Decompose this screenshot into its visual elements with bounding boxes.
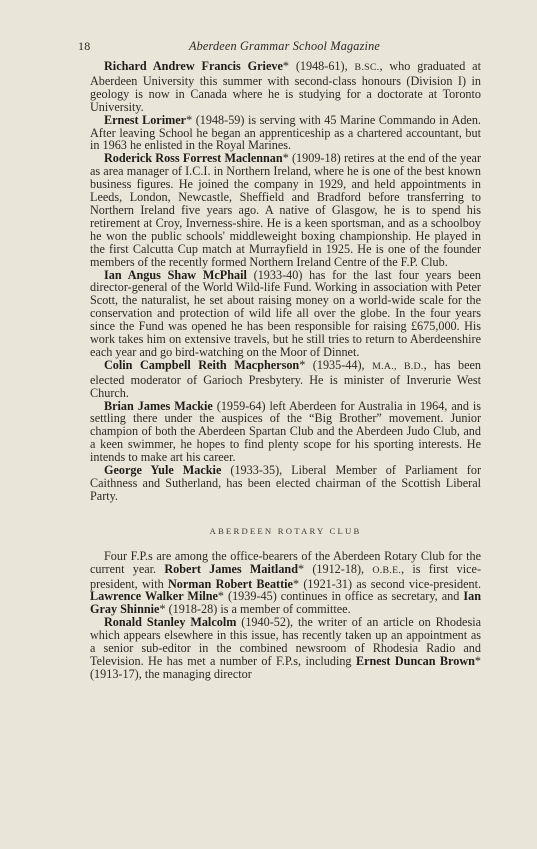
entry-lorimer <box>90 114 481 153</box>
person-name: George Yule Mackie <box>104 463 222 478</box>
entry-brian-mackie <box>90 400 481 465</box>
entry-text: , is first vice-president, with <box>90 561 482 591</box>
degree: M.A., B.D. <box>372 360 424 372</box>
degree: O.B.E. <box>372 564 402 576</box>
person-name: Brian James Mackie <box>104 398 213 413</box>
running-head: Aberdeen Grammar School Magazine <box>188 39 381 53</box>
entry-mcphail <box>90 269 481 359</box>
person-name: Ernest Lorimer <box>104 112 187 127</box>
page-number: 18 <box>78 39 91 53</box>
entry-text: * (1913-17), the managing director <box>90 653 481 681</box>
entry-grieve <box>90 60 481 114</box>
entry-text: * (1948-61), <box>282 59 355 73</box>
entry-text: (1959-64) left Aberdeen for Australia in 1964, and is settling there under the auspices of the “Big Brother” movement. Junior champion of both the Aberdeen Spartan Club and the Aberdeen Judo Club, and a keen swimmer, he hopes to find plenty scope for his sporting interests. He intends to make art his career. <box>90 398 482 465</box>
entry-text: Four F.P.s are among the office-bearers of the Aberdeen Rotary Club for the current year. <box>90 548 481 576</box>
entry-text: * (1912-18), <box>297 561 373 576</box>
degree: B.SC. <box>354 62 380 73</box>
entry-text: * (1935-44), <box>299 357 373 372</box>
entry-text: * (1909-18) retires at the end of the year as area manager of I.C.I. in Northern Ireland, where he is one of the best known business figures. He joined the company in 1929, and held appointments in Leeds, London, Newcastle, Sheffield and Bradford before transferring to Northern Ireland five years ago. A native of Glasgow, he is to spend his retirement at Croy, Inverness-shire. He is a keen sportsman, and as a schoolboy he won the public schools' middleweight boxing championship. He played in the first Calcutta Cup match at Murrayfield in 1925. He is one of the founder members of the recently formed Northern Ireland Centre of the F.P. Club. <box>90 151 482 269</box>
entry-text: * (1939-45) continues in office as secretary, and <box>217 589 464 604</box>
person-name: Ian Gray Shinnie <box>90 589 481 617</box>
person-name: Lawrence Walker Milne <box>90 589 218 604</box>
entry-text: , has been elected moderator of Garioch Presbytery. He is minister of Inverurie West Church. <box>90 357 481 400</box>
section-heading: ABERDEEN ROTARY CLUB <box>209 525 362 536</box>
person-name: Ian Angus Shaw McPhail <box>104 267 247 282</box>
entry-text: , who graduated at Aberdeen University this summer with second-class honours (Division I) in geology is now in Canada where he is studying for a doctorate at Toronto University. <box>90 59 481 114</box>
person-name: Robert James Maitland <box>164 561 298 576</box>
entry-text: * (1918-28) is a member of committee. <box>159 602 351 617</box>
article-body <box>90 60 481 681</box>
person-name: Ronald Stanley Malcolm <box>104 615 237 630</box>
entry-george-mackie <box>90 464 481 503</box>
person-name: Colin Campbell Reith Macpherson <box>104 357 300 372</box>
entry-maclennan <box>90 152 481 268</box>
person-name: Richard Andrew Francis Grieve <box>104 59 283 73</box>
entry-text: * (1921-31) as second vice-president. <box>292 576 482 591</box>
person-name: Norman Robert Beattie <box>167 576 293 591</box>
person-name: Roderick Ross Forrest Maclennan <box>104 151 283 166</box>
entry-text: * (1948-59) is serving with 45 Marine Commando in Aden. After leaving School he began an apprenticeship as a chartered accountant, but in 1963 he enlisted in the Royal Marines. <box>90 112 481 153</box>
entry-text: (1933-35), Liberal Member of Parliament for Caithness and Sutherland, has been elected chairman of the Scottish Liberal Party. <box>90 463 482 503</box>
rotary-office-bearers <box>90 550 481 617</box>
entry-text: (1940-52), the writer of an article on Rhodesia which appears elsewhere in this issue, has recently taken up an appointment as a senior sub-editor in the combined newsroom of Rhodesia Radio and Television. He has met a number of F.P.s, including <box>90 615 481 668</box>
entry-malcolm <box>90 616 481 681</box>
entry-text: (1933-40) has for the last four years been director-general of the World Wild-life Fund. Working in association with Peter Scott, the naturalist, he set about raising money on a world-wide scale for the conservation and protection of wild life all over the globe. In the four years since the Fund was opened he has been responsible for raising £675,000. His work takes him on extensive travels, but he still tries to return to Aberdeenshire each year and go bird-watching on the Moor of Dinnet. <box>90 267 481 359</box>
page-header <box>78 39 479 57</box>
entry-macpherson <box>90 359 481 400</box>
person-name: Ernest Duncan Brown <box>355 653 475 668</box>
